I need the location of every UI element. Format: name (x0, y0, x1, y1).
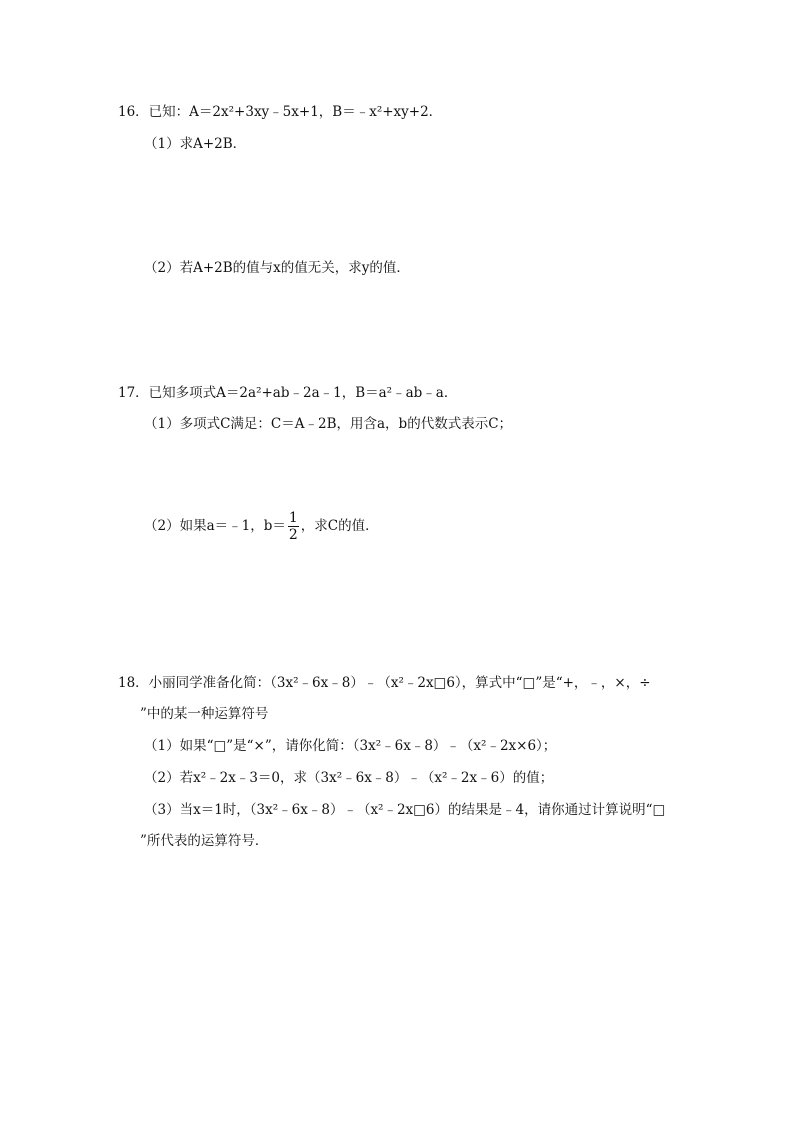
q18-part2: （2）若x²﹣2x﹣3＝0，求（3x²﹣6x﹣8）﹣（x²﹣2x﹣6）的值； (144, 770, 554, 786)
fraction-denominator: 2 (288, 527, 298, 543)
q18-part3-line2: ”所代表的运算符号． (140, 833, 269, 849)
q16-part1: （1）求A+2B． (144, 136, 247, 152)
q17-part2-text-before: （2）如果a＝﹣1，b＝ (144, 518, 286, 534)
q18-part1: （1）如果“□”是“×”，请你化简：（3x²﹣6x﹣8）﹣（x²﹣2x×6）； (144, 738, 557, 754)
q16-part2: （2）若A+2B的值与x的值无关，求y的值． (144, 260, 410, 276)
q17-part2-text-after: ，求C的值． (300, 518, 379, 534)
q17-part1: （1）多项式C满足：C＝A﹣2B，用含a，b的代数式表示C； (144, 416, 513, 432)
q18-part3-line1: （3）当x＝1时，（3x²﹣6x﹣8）﹣（x²﹣2x□6）的结果是﹣4，请你通过计算说明“□ (144, 802, 666, 818)
q17-stem: 17．已知多项式A＝2a²+ab﹣2a﹣1，B＝a²﹣ab﹣a． (118, 385, 458, 401)
fraction-numerator: 1 (288, 510, 298, 526)
q18-stem-line2: ”中的某一种运算符号 (140, 706, 269, 722)
q18-stem-line1: 18．小丽同学准备化简：（3x²﹣6x﹣8）﹣（x²﹣2x□6），算式中“□”是“+，﹣，×，÷ (118, 675, 651, 691)
fraction-one-half (288, 510, 299, 543)
q17-part2 (144, 510, 379, 543)
q16-stem: 16．已知：A＝2x²+3xy﹣5x+1，B＝﹣x²+xy+2． (118, 104, 443, 120)
